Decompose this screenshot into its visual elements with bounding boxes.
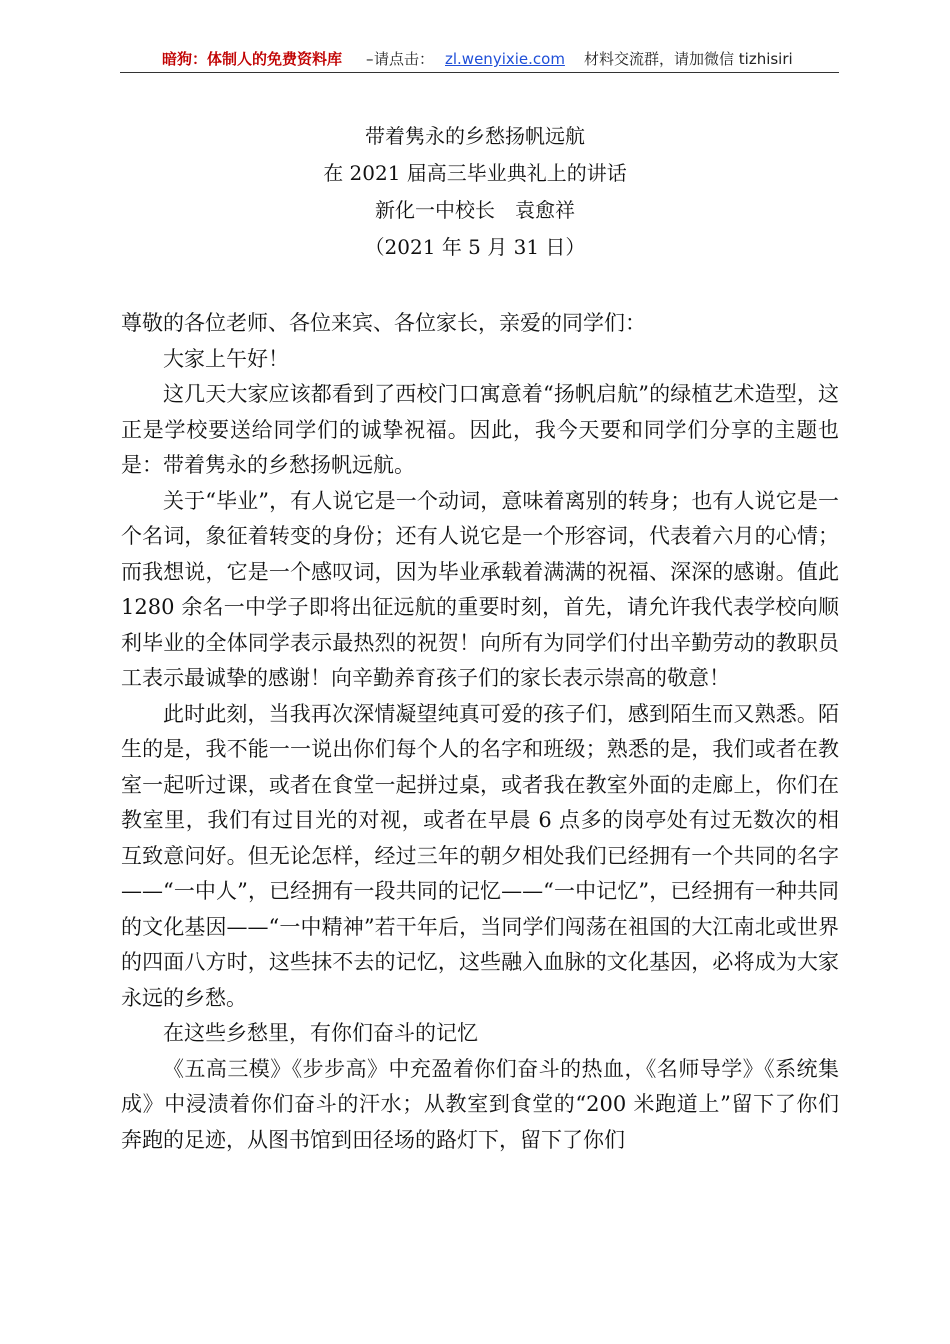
paragraph: 此时此刻，当我再次深情凝望纯真可爱的孩子们，感到陌生而又熟悉。陌生的是，我不能一一说出你们每个人的名字和班级；熟悉的是，我们或者在教室一起听过课，或者在食堂一起拼过桌，或者我在教室外面的走廊上，你们在教室里，我们有过目光的对视，或者在早晨 6 点多的岗亭处有过无数次的相互致意问好。但无论怎样，经过三年的朝夕相处我们已经拥有一个共同的名字——“一中人”，已经拥有一段共同的记忆——“一中记忆”，已经拥有一种共同的文化基因——“一中精神”若干年后，当同学们闯荡在祖国的大江南北或世界的四面八方时，这些抹不去的记忆，这些融入血脉的文化基因，必将成为大家永远的乡愁。 [121, 701, 839, 1010]
header-separator: – [366, 50, 374, 68]
paragraph-greeting: 大家上午好！ [163, 346, 289, 371]
paragraph: 这几天大家应该都看到了西校门口寓意着“扬帆启航”的绿植艺术造型，这正是学校要送给同学们的诚挚祝福。因此，我今天要和同学们分享的主题也是：带着隽永的乡愁扬帆远航。 [121, 382, 839, 477]
salutation: 尊敬的各位老师、各位来宾、各位家长，亲爱的同学们： [121, 311, 646, 335]
header-brand: 暗狗：体制人的免费资料库 [162, 50, 343, 68]
paragraph-heading: 在这些乡愁里，有你们奋斗的记忆 [163, 1021, 478, 1045]
document-date: （2021 年 5 月 31 日） [364, 235, 586, 259]
document-author: 新化一中校长 袁愈祥 [375, 198, 575, 222]
speech-body [121, 306, 839, 1158]
header-click-prompt: 请点击： [374, 50, 435, 68]
paragraph: 《五高三模》《步步高》中充盈着你们奋斗的热血，《名师导学》《系统集成》中浸渍着你们奋斗的汗水；从教室到食堂的“200 米跑道上”留下了你们奔跑的足迹，从图书馆到田径场的路灯下，留下了你们 [121, 1056, 839, 1152]
title-block [0, 118, 950, 266]
document-subtitle: 在 2021 届高三毕业典礼上的讲话 [323, 161, 627, 185]
header-link[interactable]: zl.wenyixie.com [445, 50, 565, 68]
paragraph: 关于“毕业”，有人说它是一个动词，意味着离别的转身；也有人说它是一个名词，象征着转变的身份；还有人说它是一个形容词，代表着六月的心情；而我想说，它是一个感叹词，因为毕业承载着满满的祝福、深深的感谢。值此 1280 余名一中学子即将出征远航的重要时刻，首先，请允许我代表学校向顺利毕业的全体同学表示最热烈的祝贺！向所有为同学们付出辛勤劳动的教职员工表示最诚挚的感谢！向辛勤养育孩子们的家长表示崇高的敬意！ [121, 488, 839, 690]
header-wechat-note: 材料交流群，请加微信 tizhisiri [584, 50, 793, 68]
page-header [0, 46, 950, 72]
document-title: 带着隽永的乡愁扬帆远航 [365, 124, 585, 148]
header-divider [120, 72, 839, 73]
